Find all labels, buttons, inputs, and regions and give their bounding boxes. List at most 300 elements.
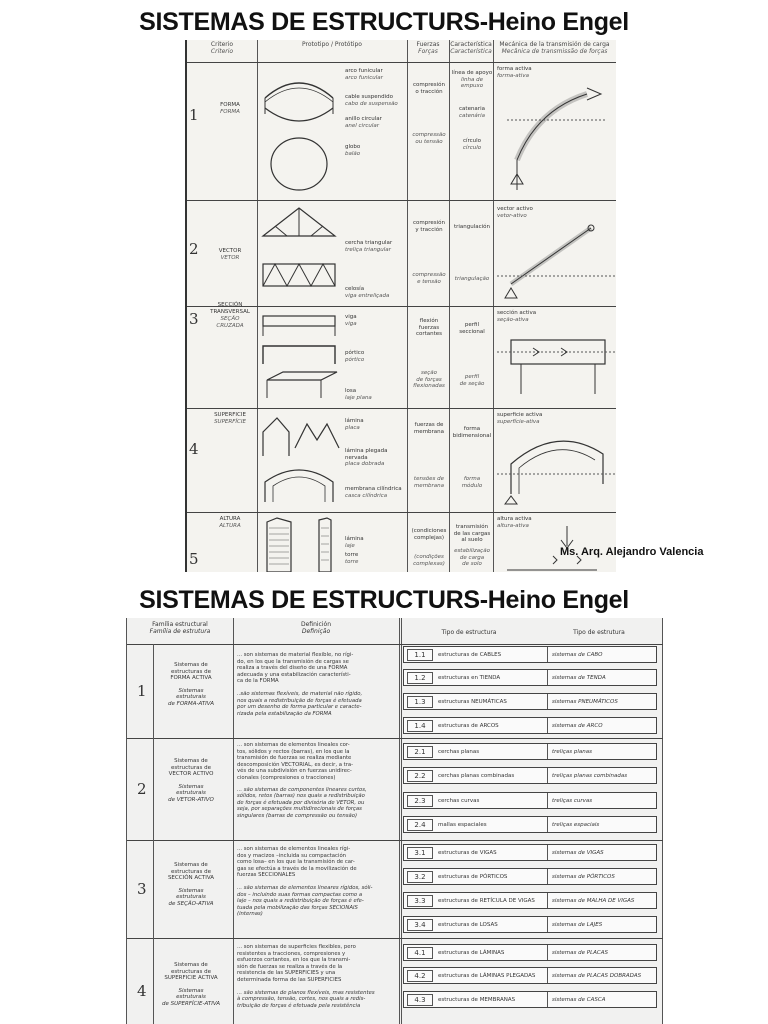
fuerzas-es: o tracción <box>415 88 443 95</box>
type-es: estructuras de CABLES <box>438 651 502 658</box>
proto-es: torre <box>345 552 359 558</box>
def-pt-line: sólidos, retos (barras) nos quais a redistribuição <box>237 793 365 800</box>
family-pt: de SUPERFÍCIE-ATIVA <box>162 1000 220 1007</box>
def-pt-line: ... são sistemas de elementos lineares rígidos, sóli- <box>237 884 373 891</box>
family-pt: Sistemas <box>178 887 204 894</box>
header-caracteristica <box>449 40 493 63</box>
structure-type-box <box>403 944 657 961</box>
row-criterio <box>203 102 257 116</box>
family-es: estructuras de <box>171 868 211 875</box>
fuerzas-pt: complexas) <box>413 560 445 567</box>
def-pt-line: tribuição de forças é efetuada pela resistência <box>237 1002 361 1009</box>
def-es-line: ... son sistemas de material flexible, no rígi- <box>237 652 354 658</box>
def-pt-line: rizada pela estabilização da FORMA <box>237 710 332 717</box>
type-pt: treliças espaciais <box>547 817 655 832</box>
type-pt: sistemas de PÓRTICOS <box>547 869 655 884</box>
divider <box>187 200 616 201</box>
family-es: estructuras de <box>171 668 211 675</box>
caract-text <box>451 524 493 544</box>
divider <box>187 408 616 409</box>
structure-type-box <box>403 792 657 809</box>
family-es: VECTOR ACTIVO <box>168 771 214 777</box>
header-familia-pt: Família de estrutura <box>149 628 211 635</box>
proto-pt: treliça triangular <box>345 246 391 253</box>
family-pt: de VETOR-ATIVO <box>168 796 214 803</box>
proto-labels <box>345 388 372 401</box>
def-es-line: como losa– en los que la transmisión de car- <box>237 859 355 866</box>
caract-pt: módulo <box>461 482 483 489</box>
type-es: estructuras de ARCOS <box>438 722 499 729</box>
divider <box>127 938 663 939</box>
fuerzas-text <box>409 318 449 338</box>
def-es-line: resistentes a tracciones, compresiones y <box>237 950 346 957</box>
family-definition <box>237 846 395 918</box>
structure-type-row <box>403 717 659 734</box>
row-criterio <box>203 302 257 330</box>
caract-es: bidimensional <box>452 432 492 439</box>
proto-es: lámina <box>345 536 364 542</box>
family-pt: de FORMA-ATIVA <box>168 700 214 707</box>
def-pt-line: nos quais a redistribuição de forças é efetuada <box>237 697 362 704</box>
def-es-line: ... son sistemas de superficies flexibles, pero <box>237 944 356 950</box>
criterio-pt: VETOR <box>220 255 240 261</box>
type-pt: sistemas de LAJES <box>547 917 655 932</box>
header-definicion-pt: Definição <box>301 628 331 635</box>
proto-es: cable suspendido <box>345 94 393 100</box>
caract-es: círculo <box>462 138 482 144</box>
fuerzas-text-pt <box>409 476 449 489</box>
type-pt: sistemas de CASCA <box>547 992 655 1007</box>
structure-type-row <box>403 868 659 885</box>
structure-type-box <box>403 916 657 933</box>
surface-prototype-sketch <box>259 412 341 510</box>
header-definicion <box>233 618 399 647</box>
family-pt: Sistemas <box>178 687 204 694</box>
divider <box>127 738 663 739</box>
header-tipo-pt: Tipo de estrutura <box>573 629 625 636</box>
structure-type-row <box>403 816 659 833</box>
type-es: cerchas curvas <box>438 797 480 804</box>
proto-labels <box>345 116 382 129</box>
caract-text <box>451 322 493 335</box>
fuerzas-pt: flexionadas <box>413 383 445 389</box>
def-pt-line: singulares (barras de compressão ou tensão) <box>237 812 358 819</box>
type-pt: treliças curvas <box>547 793 655 808</box>
structure-type-row <box>403 792 659 809</box>
structure-type-row <box>403 693 659 710</box>
slide2-title: SISTEMAS DE ESTRUCTURS-Heino Engel <box>139 586 629 614</box>
proto-labels <box>345 418 364 431</box>
type-code: 3.2 <box>407 871 433 883</box>
structure-type-box <box>403 892 657 909</box>
form-active-mechanism-sketch <box>497 80 615 198</box>
structure-families-table <box>126 618 663 1024</box>
def-es-line: sión de fuerzas se realiza a través de la <box>237 963 343 970</box>
def-pt-line: ..são sistemas flexíveis, de material não rígido, <box>237 690 363 697</box>
header-mecanica-pt: Mecânica de transmissão de forças <box>501 48 608 55</box>
type-pt: sistemas de PLACAS <box>547 945 655 960</box>
caract-es: catenaria <box>459 106 485 112</box>
fuerzas-es: complejas) <box>413 534 445 541</box>
type-pt: sistemas de CABO <box>547 647 655 662</box>
def-es-line: dos y macizos –incluida su compactación <box>237 852 347 859</box>
type-pt: treliças planas combinadas <box>547 768 655 783</box>
family-es: Sistemas de <box>174 758 208 764</box>
proto-es: anillo circular <box>345 116 382 122</box>
mec-es: altura activa <box>497 516 532 522</box>
caract-pt: linha de empuxo <box>460 76 484 89</box>
mec-es: sección activa <box>497 310 537 316</box>
type-es: estructuras de LOSAS <box>438 921 498 928</box>
fuerzas-es: fuerzas <box>418 324 440 331</box>
proto-labels <box>345 240 392 253</box>
caract-text <box>451 426 493 439</box>
def-es-line: ca de la FORMA <box>237 678 279 685</box>
def-es-line: determinada forma de las SUPERFICIES <box>237 976 342 983</box>
proto-pt: cabo de suspensão <box>345 100 398 107</box>
fuerzas-es: flexión <box>419 318 439 324</box>
proto-es: lámina plegada <box>345 448 388 454</box>
row-number: 5 <box>189 550 199 568</box>
structure-type-row <box>403 844 659 861</box>
proto-pt: laje <box>345 542 355 549</box>
fuerzas-text <box>409 422 449 435</box>
mec-es: superficie activa <box>497 412 543 418</box>
criterio-es: SECCIÓN <box>217 302 243 308</box>
type-code: 1.1 <box>407 649 433 661</box>
header-familia <box>127 618 233 647</box>
fuerzas-es: compresión <box>412 82 445 88</box>
def-pt-line: laje – nos quais a redistribuição de forças é efe- <box>237 898 364 905</box>
fuerzas-es: compresión <box>412 220 445 226</box>
divider <box>127 840 663 841</box>
family-pt: de SEÇÃO-ATIVA <box>168 900 214 907</box>
type-code: 4.2 <box>407 970 433 982</box>
mec-text <box>497 310 536 323</box>
divider <box>187 62 616 63</box>
vector-prototype-sketch <box>259 204 341 304</box>
fuerzas-pt: e tensão <box>417 278 441 285</box>
family-pt: estruturais <box>176 790 206 796</box>
family-number: 3 <box>137 880 147 898</box>
structure-type-box <box>403 967 657 984</box>
section-active-mechanism-sketch <box>497 324 615 406</box>
def-pt-line: ... são sistemas de componentes lineares curtos, <box>237 786 367 793</box>
criterio-pt: ALTURA <box>219 523 241 529</box>
fuerzas-text <box>409 528 449 541</box>
fuerzas-es: cortantes <box>415 331 443 337</box>
proto-labels <box>345 314 357 327</box>
family-number: 4 <box>137 982 147 1000</box>
proto-es: nervada <box>345 454 368 461</box>
type-pt: sistemas de ARCO <box>547 718 655 733</box>
family-name <box>153 962 229 1007</box>
mec-pt: vetor-ativo <box>497 212 527 219</box>
mec-pt: altura-ativa <box>497 522 529 529</box>
type-code: 1.3 <box>407 696 433 708</box>
header-prototipo: Prototipo / Protótipo <box>302 41 362 48</box>
structure-type-row <box>403 767 659 784</box>
divider <box>662 618 663 1024</box>
fuerzas-es: (condiciones <box>411 528 447 534</box>
def-es-line: gas se efectúa a través de la movilización de <box>237 865 357 872</box>
header-caract-es: Característica <box>450 41 492 48</box>
row-criterio <box>203 516 257 530</box>
caract-text <box>451 138 493 151</box>
family-name <box>153 862 229 907</box>
slide1-title: SISTEMAS DE ESTRUCTURS-Heino Engel <box>139 8 629 36</box>
type-es: cerchas planas <box>438 748 480 755</box>
fuerzas-text-pt <box>409 554 449 567</box>
mec-pt: seção-ativa <box>497 316 529 323</box>
family-number: 2 <box>137 780 147 798</box>
family-es: estructuras de <box>171 764 211 771</box>
type-code: 2.2 <box>407 770 433 782</box>
type-es: estructuras de LÁMINAS <box>438 949 505 956</box>
def-es-line: vés de una subdivisión en fuerzas unidirec- <box>237 768 352 775</box>
def-es-line: realiza a través del diseño de una FORMA <box>237 665 348 672</box>
caract-text <box>451 70 493 90</box>
family-es: Sistemas de <box>174 862 208 868</box>
type-pt: treliças planas <box>547 744 655 759</box>
type-code: 1.4 <box>407 720 433 732</box>
divider <box>401 618 402 1024</box>
fuerzas-text-pt <box>409 132 449 145</box>
structure-type-box <box>403 646 657 663</box>
proto-labels <box>345 68 383 81</box>
type-pt: sistemas PNEUMÁTICOS <box>547 694 655 709</box>
fuerzas-text-pt <box>409 272 449 285</box>
header-criterio-es: Criterio <box>210 41 234 48</box>
type-es: estructuras en TIENDA <box>438 674 501 681</box>
criterio-es: FORMA <box>220 102 240 108</box>
criterio-pt: SUPERFÍCIE <box>214 419 246 425</box>
type-code: 4.1 <box>407 947 433 959</box>
criterio-es: SUPERFICIE <box>214 412 246 418</box>
caract-es: de las cargas <box>453 530 491 537</box>
type-pt: sistemas de TENDA <box>547 670 655 685</box>
def-pt-line: tuada pela mobilização das forças SECIONAIS <box>237 904 358 911</box>
criterio-es: ALTURA <box>219 516 241 522</box>
proto-es: celosía <box>345 286 365 292</box>
def-es-line: do, en los que la transmisión de cargas se <box>237 658 349 665</box>
type-es: estructuras NEUMÁTICAS <box>438 698 507 705</box>
caract-es: transmisión <box>455 524 489 530</box>
header-criterio <box>187 40 257 63</box>
family-definition <box>237 944 395 1009</box>
caract-pt: de solo <box>462 561 482 567</box>
type-code: 2.3 <box>407 795 433 807</box>
family-pt: Sistemas <box>178 783 204 790</box>
caract-text <box>451 106 493 119</box>
criterio-es: TRANSVERSAL <box>210 309 250 315</box>
header-caract-pt: Característica <box>450 48 492 55</box>
row-number: 1 <box>189 106 199 124</box>
caract-pt: catenária <box>459 112 485 119</box>
def-es-line: transmisión de fuerzas se realiza mediante <box>237 755 352 762</box>
proto-pt: pórtico <box>345 356 365 363</box>
proto-pt: viga entreliçada <box>345 292 390 299</box>
proto-es: pórtico <box>345 350 365 356</box>
header-tipo-es: Tipo de estructura <box>441 629 497 636</box>
family-pt: estruturais <box>176 894 206 900</box>
fuerzas-pt: seção <box>420 370 437 376</box>
def-pt-line: à compressão, tensão, cortes, nos quais a redis- <box>237 996 366 1003</box>
type-code: 3.4 <box>407 919 433 931</box>
row-number: 3 <box>189 310 199 328</box>
def-es-line: cionales (compresiones o tracciones) <box>237 774 336 781</box>
def-es-line: descomposición VECTORIAL, es decir, a tra- <box>237 761 354 768</box>
proto-es: globo <box>345 144 361 150</box>
structure-type-row <box>403 646 659 663</box>
caract-text-pt <box>451 548 493 568</box>
def-pt-line: ... são sistemas de planos flexíveis, mas resistentes <box>237 989 375 996</box>
proto-es: viga <box>345 314 357 320</box>
structure-type-box <box>403 844 657 861</box>
structure-type-box <box>403 767 657 784</box>
row-criterio <box>203 248 257 262</box>
caract-es: seccional <box>459 328 485 335</box>
def-pt-line: por um desenho de forma particular e caracte- <box>237 704 362 711</box>
type-code: 4.3 <box>407 994 433 1006</box>
def-es-line: resistencia de las SUPERFICIES y una <box>237 970 336 977</box>
fuerzas-text-pt <box>409 370 449 390</box>
caract-es: línea de apoyo <box>451 70 493 76</box>
proto-es: arco funicular <box>345 68 383 74</box>
proto-pt: anel circular <box>345 122 379 129</box>
caract-pt: de carga <box>459 554 485 561</box>
proto-es: cercha triangular <box>345 240 393 246</box>
header-fuerzas-pt: Forças <box>418 48 438 55</box>
fuerzas-text <box>409 220 449 233</box>
family-es: SUPERFICIE ACTIVA <box>164 975 218 981</box>
family-es: SECCIÓN ACTIVA <box>167 875 215 881</box>
structure-type-row <box>403 743 659 760</box>
structure-type-box <box>403 743 657 760</box>
family-number: 1 <box>137 682 147 700</box>
fuerzas-pt: compressão <box>412 272 446 278</box>
structure-type-box <box>403 868 657 885</box>
structure-type-row <box>403 916 659 933</box>
caract-text-pt <box>451 476 493 489</box>
type-pt: sistemas de PLACAS DOBRADAS <box>547 968 655 983</box>
family-pt: estruturais <box>176 994 206 1000</box>
caract-text: triangulación <box>453 224 491 230</box>
caract-text-pt: triangulação <box>454 276 490 282</box>
def-es-line: adecuada y una estabilización característi- <box>237 671 351 678</box>
def-pt-line: de forças é efetuada por divisória de VETOR, ou <box>237 799 365 806</box>
mec-es: vector activo <box>497 206 533 212</box>
mec-pt: superfície-ativa <box>497 418 540 425</box>
proto-labels <box>345 486 402 499</box>
family-pt: Sistemas <box>178 987 204 994</box>
caract-text-pt <box>451 374 493 387</box>
header-familia-es: Família estructural <box>152 621 208 628</box>
proto-labels <box>345 144 360 157</box>
header-mecanica-es: Mecánica de la transmisión de carga <box>499 41 610 48</box>
def-pt-line: (internas) <box>237 911 263 918</box>
caract-pt: forma <box>463 476 481 482</box>
type-code: 2.1 <box>407 746 433 758</box>
caract-pt: de seção <box>459 380 485 387</box>
vector-active-mechanism-sketch <box>497 218 615 304</box>
criterio-pt: CRUZADA <box>216 323 244 329</box>
family-pt: estruturais <box>176 694 206 700</box>
mec-text <box>497 66 532 79</box>
proto-pt: viga <box>345 320 357 327</box>
structure-type-row <box>403 669 659 686</box>
proto-pt: laje plana <box>345 394 372 401</box>
mec-es: forma activa <box>497 66 532 72</box>
type-code: 3.3 <box>407 895 433 907</box>
fuerzas-pt: (condições <box>414 554 444 560</box>
row-number: 4 <box>189 440 199 458</box>
header-criterio-pt: Criterio <box>210 48 234 55</box>
fuerzas-pt: de forças <box>416 376 442 383</box>
surface-active-mechanism-sketch <box>497 424 615 508</box>
structure-type-row <box>403 991 659 1008</box>
family-definition <box>237 652 395 717</box>
divider <box>127 644 663 645</box>
type-pt: sistemas de VIGAS <box>547 845 655 860</box>
fuerzas-es: y tracción <box>415 226 443 233</box>
type-es: cerchas planas combinadas <box>438 772 515 779</box>
family-es: FORMA ACTIVA <box>170 675 212 681</box>
fuerzas-pt: tensões de <box>413 476 445 482</box>
proto-es: membrana cilíndrica <box>345 486 402 492</box>
caract-pt: círculo <box>462 144 482 151</box>
caract-es: al suelo <box>461 537 483 543</box>
structure-type-row <box>403 892 659 909</box>
fuerzas-text <box>409 82 449 95</box>
caract-pt: estabilização <box>454 548 490 554</box>
proto-pt: torre <box>345 558 359 565</box>
structure-type-box <box>403 991 657 1008</box>
caract-es: perfil <box>464 322 480 328</box>
fuerzas-pt: compressão <box>412 132 446 138</box>
type-es: estructuras de LÁMINAS PLEGADAS <box>438 972 536 979</box>
proto-labels <box>345 552 358 565</box>
structure-criteria-table <box>185 40 616 572</box>
structure-type-box <box>403 816 657 833</box>
form-prototype-sketch <box>259 64 339 198</box>
proto-es: lámina <box>345 418 364 424</box>
family-name <box>153 662 229 707</box>
proto-labels <box>345 286 389 299</box>
family-es: Sistemas de <box>174 962 208 968</box>
type-es: estructuras de RETÍCULA DE VIGAS <box>438 897 535 904</box>
structure-type-row <box>403 967 659 984</box>
author-signature: Ms. Arq. Alejandro Valencia <box>560 546 704 558</box>
type-es: mallas espaciales <box>438 821 487 828</box>
proto-pt: arco funicular <box>345 74 383 81</box>
type-pt: sistemas de MALHA DE VIGAS <box>547 893 655 908</box>
def-pt-line: dos – incluindo suas formas compactas como a <box>237 891 363 898</box>
def-es-line: fuerzas SECCIONALES <box>237 872 296 879</box>
structure-type-box <box>403 717 657 734</box>
proto-pt: placa dobrada <box>345 461 385 467</box>
header-fuerzas-es: Fuerzas <box>416 41 440 48</box>
caract-pt: perfil <box>464 374 480 380</box>
fuerzas-es: fuerzas de <box>414 422 444 428</box>
fuerzas-es: membrana <box>413 428 445 435</box>
header-fuerzas <box>407 40 449 63</box>
fuerzas-pt: ou tensão <box>415 138 443 145</box>
type-code: 1.2 <box>407 672 433 684</box>
divider <box>233 618 234 1024</box>
def-es-line: ... son sistemas de elementos lineales rígi- <box>237 846 351 852</box>
family-es: Sistemas de <box>174 662 208 668</box>
